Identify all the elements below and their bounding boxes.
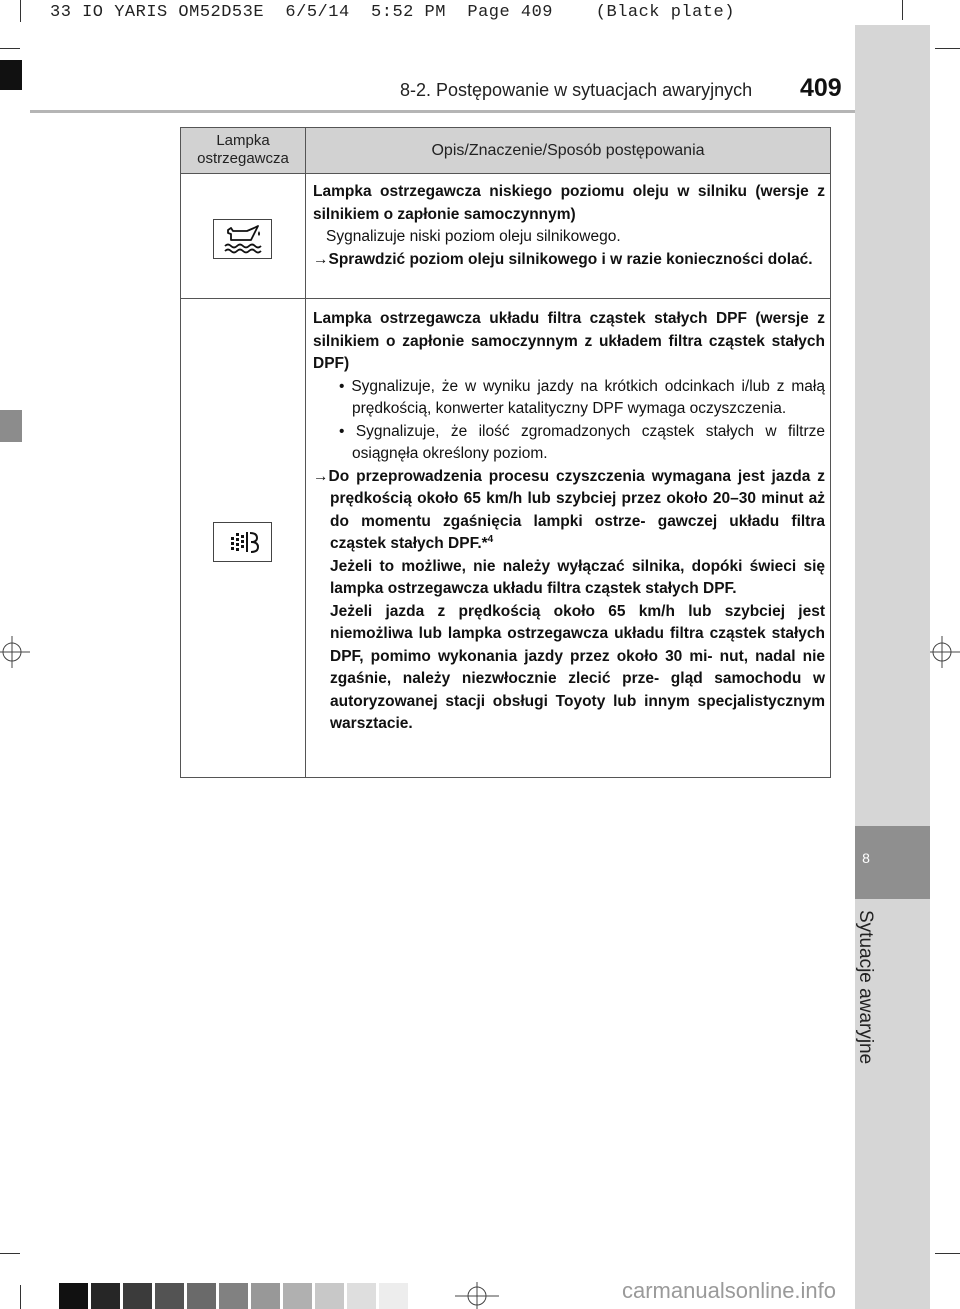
table-row [313, 308, 825, 736]
warning-note: Jeżeli jazda z prędkością około 65 km/h lub szybciej jest niemożliwa lub lampka ostrzegawcza układu filtra cząstek stałych DPF, pomimo wykonania jazdy przez około 30 mi- nut, nadal nie zgaśnie, należy niezwłocznie zlecić prze- gląd samochodu w autoryzowanej stacji obsługi Toyoty lub innym specjalistycznym warsztacie. [330, 602, 825, 732]
registration-mark-icon [0, 632, 30, 672]
column-header-description: Opis/Znaczenie/Sposób postępowania [431, 142, 705, 159]
color-swatch [283, 1283, 312, 1309]
header-rule [30, 110, 855, 113]
color-swatch [347, 1283, 376, 1309]
color-swatch [155, 1283, 184, 1309]
chapter-label: Sytuacje awaryjne [855, 910, 876, 1065]
oil-level-warning-icon [213, 219, 272, 259]
crop-mark [935, 1253, 960, 1254]
chapter-number: 8 [862, 850, 870, 866]
color-swatch [315, 1283, 344, 1309]
warning-action: →Sprawdzić poziom oleju silnikowego i w razie konieczności dolać. [313, 250, 813, 268]
column-divider [305, 128, 306, 777]
bullet-icon: • [339, 422, 345, 440]
table-row [313, 181, 825, 271]
crop-mark [0, 1253, 20, 1254]
arrow-icon: → [313, 250, 329, 268]
crop-mark [20, 0, 21, 22]
side-band [855, 25, 930, 1309]
color-swatch [219, 1283, 248, 1309]
color-swatch [379, 1283, 408, 1309]
crop-mark [0, 48, 20, 49]
warning-title: Lampka ostrzegawcza niskiego poziomu oleju w silniku (wersje z silnikiem o zapłonie samoczynnym) [313, 183, 825, 223]
color-swatch [59, 1283, 88, 1309]
column-header-lamp: Lampka ostrzegawcza [197, 132, 289, 167]
color-swatch [91, 1283, 120, 1309]
crop-mark [902, 0, 903, 20]
color-swatch [187, 1283, 216, 1309]
footnote-ref: 4 [487, 533, 494, 545]
row-divider [181, 298, 830, 299]
registration-mark-icon [455, 1282, 499, 1309]
warning-action: →Do przeprowadzenia procesu czyszczenia wymagana jest jazda z prędkością około 65 km/h lub szybciej przez około 20–30 minut aż do momentu zgaśnięcia lampki ostrze- gawczej układu filtra cząstek stałych DPF.*$^4$ [313, 467, 825, 552]
color-swatch [251, 1283, 280, 1309]
crop-mark [20, 1285, 21, 1309]
warning-title: Lampka ostrzegawcza układu filtra cząstek stałych DPF (wersje z silnikiem o zapłonie samoczynnym z układem filtra cząstek stałych DPF) [313, 310, 825, 372]
print-slug: 33 IO YARIS OM52D53E 6/5/14 5:52 PM Page 409 (Black plate) [50, 3, 735, 22]
crop-mark [935, 48, 960, 49]
page-number: 409 [800, 74, 842, 102]
warning-description: • Sygnalizuje, że ilość zgromadzonych cząstek stałych w filtrze osiągnęła określony poziom. [339, 422, 826, 462]
registration-mark-icon [925, 632, 960, 672]
gray-corner-block [0, 410, 22, 442]
warning-description: Sygnalizuje niski poziom oleju silnikowego. [326, 228, 621, 245]
bullet-icon: • [339, 377, 345, 395]
color-swatch [123, 1283, 152, 1309]
watermark: carmanualsonline.info [622, 1278, 837, 1303]
row-divider [181, 173, 830, 174]
warning-note: Jeżeli to możliwe, nie należy wyłączać silnika, dopóki świeci się lampka ostrzegawcza układu filtra cząstek stałych DPF. [330, 557, 825, 597]
warning-description: • Sygnalizuje, że w wyniku jazdy na krótkich odcinkach i/lub z małą prędkością, konwerter katalityczny DPF wymaga oczyszczenia. [339, 377, 825, 417]
section-title: 8-2. Postępowanie w sytuacjach awaryjnych [400, 80, 753, 100]
arrow-icon: → [313, 467, 329, 485]
dpf-warning-icon [213, 522, 272, 562]
black-corner-block [0, 60, 22, 90]
